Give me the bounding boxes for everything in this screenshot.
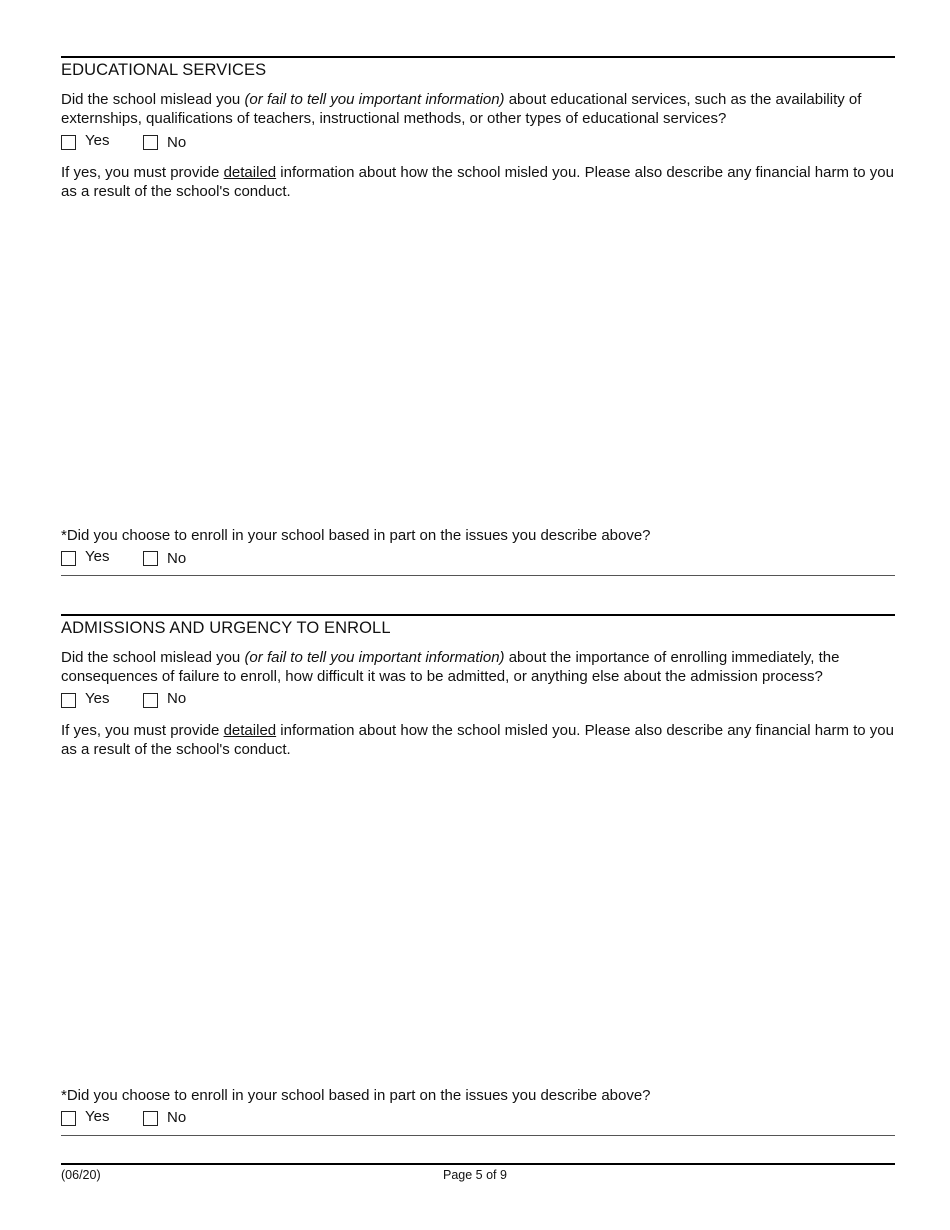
section-top-rule [61, 56, 895, 58]
section-heading-admissions: ADMISSIONS AND URGENCY TO ENROLL [61, 619, 391, 637]
admissions-enroll-answer [61, 1108, 261, 1128]
yes-label: Yes [85, 132, 110, 149]
admissions-answer [61, 690, 261, 710]
no-checkbox[interactable] [143, 135, 158, 150]
form-date: (06/20) [61, 1168, 101, 1182]
admissions-enroll-question: *Did you choose to enroll in your school based in part on the issues you describe above? [61, 1087, 651, 1104]
enroll-yes-checkbox[interactable] [61, 1111, 76, 1126]
enroll-no-checkbox[interactable] [143, 551, 158, 566]
educational-services-enroll-question: *Did you choose to enroll in your school based in part on the issues you describe above? [61, 527, 651, 544]
educational-services-enroll-answer [61, 548, 261, 568]
section-top-rule [61, 614, 895, 616]
enroll-no-label: No [167, 550, 187, 567]
section-bottom-rule [61, 1135, 895, 1136]
no-option[interactable] [143, 132, 186, 150]
yes-checkbox[interactable] [61, 135, 76, 150]
enroll-yes-checkbox[interactable] [61, 551, 76, 566]
educational-services-instructions: If yes, you must provide detailed information about how the school misled you. Please also describe any financial harm to you as a result of the school's conduct. [61, 164, 894, 200]
admissions-instructions: If yes, you must provide detailed information about how the school misled you. Please also describe any financial harm to you as a result of the school's conduct. [61, 722, 894, 758]
footer-rule [61, 1163, 895, 1165]
page-number: Page 5 of 9 [443, 1168, 507, 1182]
section-heading-educational-services: EDUCATIONAL SERVICES [61, 61, 267, 79]
enroll-yes-label: Yes [85, 548, 110, 565]
no-option[interactable] [143, 690, 186, 708]
enroll-yes-option[interactable] [61, 1108, 109, 1126]
section-bottom-rule [61, 575, 895, 576]
yes-option[interactable] [61, 132, 109, 150]
enroll-yes-option[interactable] [61, 548, 109, 566]
yes-label: Yes [85, 690, 110, 707]
yes-option[interactable] [61, 690, 109, 708]
enroll-no-option[interactable] [143, 1108, 186, 1126]
educational-services-question: Did the school mislead you (or fail to tell you important information) about educational services, such as the availability of externships, qualifications of teachers, instructional methods, or other types of educational services? [61, 91, 862, 127]
enroll-no-label: No [167, 1109, 187, 1126]
admissions-question: Did the school mislead you (or fail to tell you important information) about the importance of enrolling immediately, the consequences of failure to enroll, how difficult it was to be admitted, or anything else about the admission process? [61, 649, 840, 685]
enroll-no-checkbox[interactable] [143, 1111, 158, 1126]
enroll-yes-label: Yes [85, 1108, 110, 1125]
no-label: No [167, 134, 187, 151]
no-checkbox[interactable] [143, 693, 158, 708]
educational-services-answer [61, 132, 261, 152]
yes-checkbox[interactable] [61, 693, 76, 708]
no-label: No [167, 690, 187, 707]
enroll-no-option[interactable] [143, 548, 186, 566]
